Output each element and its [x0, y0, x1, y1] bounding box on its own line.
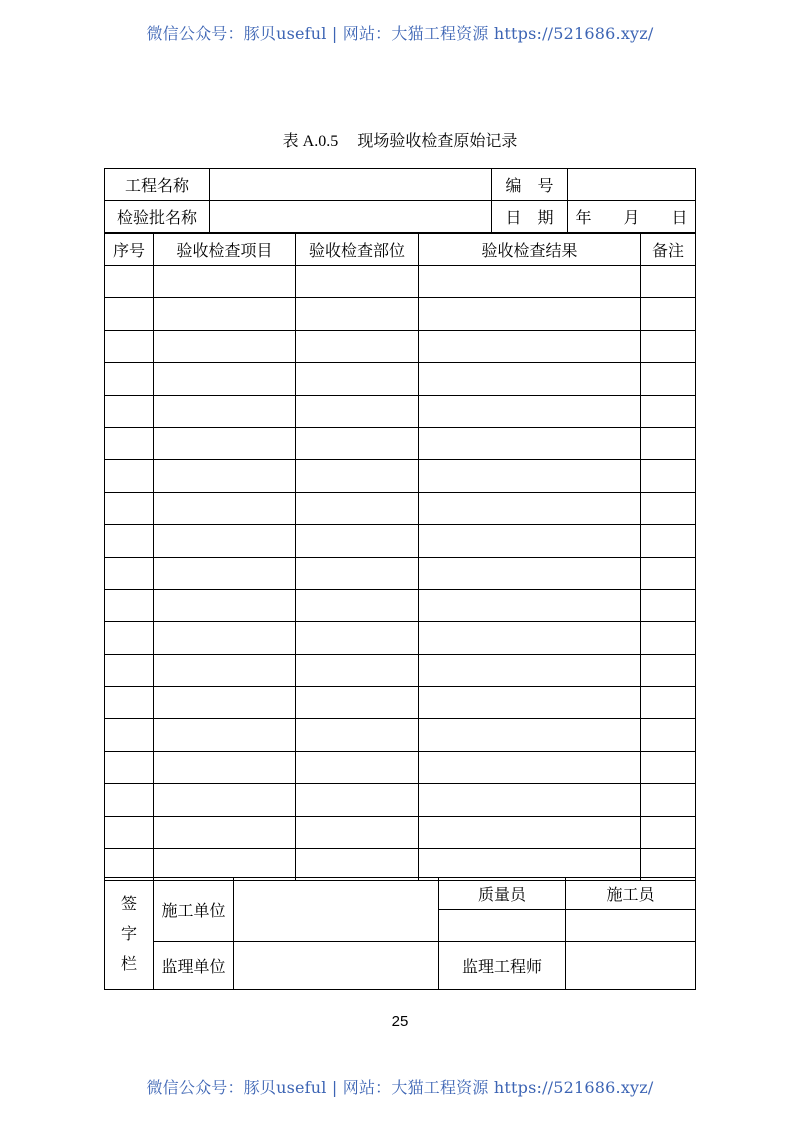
- remark-cell[interactable]: [641, 525, 696, 557]
- result-cell[interactable]: [419, 266, 641, 298]
- item-cell[interactable]: [154, 654, 296, 686]
- supervision-unit-label: 监理单位: [154, 942, 234, 990]
- remark-cell[interactable]: [641, 492, 696, 524]
- remark-cell[interactable]: [641, 687, 696, 719]
- location-cell[interactable]: [296, 622, 419, 654]
- table-row: [105, 525, 696, 557]
- table-row: [105, 784, 696, 816]
- seq-cell[interactable]: [105, 654, 154, 686]
- table-row: [105, 622, 696, 654]
- remark-cell[interactable]: [641, 298, 696, 330]
- watermark-top: 微信公众号：豚贝useful | 网站：大猫工程资源 https://521686.xyz/: [146, 24, 654, 43]
- table-row: [105, 557, 696, 589]
- table-row: [105, 460, 696, 492]
- table-row: [105, 492, 696, 524]
- number-field[interactable]: [568, 169, 696, 201]
- batch-name-field[interactable]: [210, 201, 492, 233]
- seq-cell[interactable]: [105, 589, 154, 621]
- quality-inspector-label: 质量员: [439, 878, 566, 910]
- result-cell[interactable]: [419, 719, 641, 751]
- col-result: 验收检查结果: [419, 234, 641, 266]
- remark-cell[interactable]: [641, 589, 696, 621]
- remark-cell[interactable]: [641, 784, 696, 816]
- col-location: 验收检查部位: [296, 234, 419, 266]
- result-cell[interactable]: [419, 427, 641, 459]
- table-code: 表 A.0.5: [282, 133, 339, 150]
- item-cell[interactable]: [154, 427, 296, 459]
- location-cell[interactable]: [296, 816, 419, 848]
- item-table-header: [105, 234, 696, 266]
- seq-cell[interactable]: [105, 784, 154, 816]
- remark-cell[interactable]: [641, 816, 696, 848]
- remark-cell[interactable]: [641, 751, 696, 783]
- seq-cell[interactable]: [105, 492, 154, 524]
- result-cell[interactable]: [419, 654, 641, 686]
- result-cell[interactable]: [419, 589, 641, 621]
- remark-cell[interactable]: [641, 557, 696, 589]
- result-cell[interactable]: [419, 330, 641, 362]
- remark-cell[interactable]: [641, 622, 696, 654]
- remark-cell[interactable]: [641, 395, 696, 427]
- page-number: 25: [391, 1013, 409, 1030]
- location-cell[interactable]: [296, 687, 419, 719]
- remark-cell[interactable]: [641, 266, 696, 298]
- result-cell[interactable]: [419, 784, 641, 816]
- item-cell[interactable]: [154, 784, 296, 816]
- table-row: [105, 654, 696, 686]
- location-cell[interactable]: [296, 298, 419, 330]
- table-row: [105, 589, 696, 621]
- remark-cell[interactable]: [641, 654, 696, 686]
- item-table: [104, 233, 696, 881]
- item-cell[interactable]: [154, 395, 296, 427]
- table-row: [105, 719, 696, 751]
- result-cell[interactable]: [419, 687, 641, 719]
- seq-cell[interactable]: [105, 687, 154, 719]
- seq-cell[interactable]: [105, 816, 154, 848]
- seq-cell[interactable]: [105, 525, 154, 557]
- col-seq: 序号: [105, 234, 154, 266]
- remark-cell[interactable]: [641, 719, 696, 751]
- seq-cell[interactable]: [105, 460, 154, 492]
- item-cell[interactable]: [154, 622, 296, 654]
- date-label: 日 期: [492, 201, 568, 233]
- quality-inspector-field[interactable]: [439, 910, 566, 942]
- result-cell[interactable]: [419, 460, 641, 492]
- table-row: [105, 687, 696, 719]
- seq-cell[interactable]: [105, 557, 154, 589]
- location-cell[interactable]: [296, 266, 419, 298]
- project-name-field[interactable]: [210, 169, 492, 201]
- seq-cell[interactable]: [105, 622, 154, 654]
- location-cell[interactable]: [296, 330, 419, 362]
- result-cell[interactable]: [419, 395, 641, 427]
- date-field[interactable]: 年 月 日: [568, 201, 696, 233]
- item-cell[interactable]: [154, 557, 296, 589]
- location-cell[interactable]: [296, 719, 419, 751]
- result-cell[interactable]: [419, 525, 641, 557]
- watermark-bottom: 微信公众号：豚贝useful | 网站：大猫工程资源 https://521686.xyz/: [146, 1078, 654, 1097]
- col-item: 验收检查项目: [154, 234, 296, 266]
- project-name-label: 工程名称: [105, 169, 210, 201]
- location-cell[interactable]: [296, 751, 419, 783]
- table-row: [105, 363, 696, 395]
- location-cell[interactable]: [296, 395, 419, 427]
- seq-cell[interactable]: [105, 427, 154, 459]
- seq-cell[interactable]: [105, 298, 154, 330]
- item-cell[interactable]: [154, 719, 296, 751]
- seq-cell[interactable]: [105, 751, 154, 783]
- result-cell[interactable]: [419, 492, 641, 524]
- table-row: [105, 298, 696, 330]
- location-cell[interactable]: [296, 784, 419, 816]
- table-row: [105, 330, 696, 362]
- signature-label-text: 签字栏: [121, 893, 138, 973]
- supervising-engineer-label: 监理工程师: [439, 942, 566, 990]
- item-cell[interactable]: [154, 816, 296, 848]
- seq-cell[interactable]: [105, 719, 154, 751]
- table-name: 现场验收检查原始记录: [357, 131, 518, 150]
- supervising-engineer-field[interactable]: [566, 942, 696, 990]
- table-title: [0, 128, 800, 151]
- number-label: 编 号: [492, 169, 568, 201]
- remark-cell[interactable]: [641, 460, 696, 492]
- result-cell[interactable]: [419, 751, 641, 783]
- item-cell[interactable]: [154, 589, 296, 621]
- item-cell[interactable]: [154, 266, 296, 298]
- location-cell[interactable]: [296, 557, 419, 589]
- item-cell[interactable]: [154, 460, 296, 492]
- result-cell[interactable]: [419, 557, 641, 589]
- location-cell[interactable]: [296, 525, 419, 557]
- seq-cell[interactable]: [105, 266, 154, 298]
- item-cell[interactable]: [154, 751, 296, 783]
- result-cell[interactable]: [419, 363, 641, 395]
- result-cell[interactable]: [419, 298, 641, 330]
- item-cell[interactable]: [154, 330, 296, 362]
- item-cell[interactable]: [154, 363, 296, 395]
- location-cell[interactable]: [296, 427, 419, 459]
- batch-name-label: 检验批名称: [105, 201, 210, 233]
- location-cell[interactable]: [296, 492, 419, 524]
- header-table: [104, 168, 696, 233]
- remark-cell[interactable]: [641, 330, 696, 362]
- location-cell[interactable]: [296, 589, 419, 621]
- table-row: [105, 751, 696, 783]
- location-cell[interactable]: [296, 363, 419, 395]
- item-cell[interactable]: [154, 525, 296, 557]
- seq-cell[interactable]: [105, 363, 154, 395]
- construction-unit-field[interactable]: [234, 878, 439, 942]
- item-cell[interactable]: [154, 687, 296, 719]
- col-remark: 备注: [641, 234, 696, 266]
- location-cell[interactable]: [296, 460, 419, 492]
- supervision-unit-field[interactable]: [234, 942, 439, 990]
- signature-section-label: [105, 878, 154, 990]
- seq-cell[interactable]: [105, 330, 154, 362]
- remark-cell[interactable]: [641, 363, 696, 395]
- table-row: [105, 427, 696, 459]
- remark-cell[interactable]: [641, 427, 696, 459]
- result-cell[interactable]: [419, 622, 641, 654]
- construction-unit-label: 施工单位: [154, 878, 234, 942]
- result-cell[interactable]: [419, 816, 641, 848]
- table-row: [105, 816, 696, 848]
- table-row: [105, 266, 696, 298]
- item-cell[interactable]: [154, 492, 296, 524]
- table-row: [105, 395, 696, 427]
- constructor-label: 施工员: [566, 878, 696, 910]
- seq-cell[interactable]: [105, 395, 154, 427]
- constructor-field[interactable]: [566, 910, 696, 942]
- location-cell[interactable]: [296, 654, 419, 686]
- signature-table: [104, 877, 696, 990]
- item-cell[interactable]: [154, 298, 296, 330]
